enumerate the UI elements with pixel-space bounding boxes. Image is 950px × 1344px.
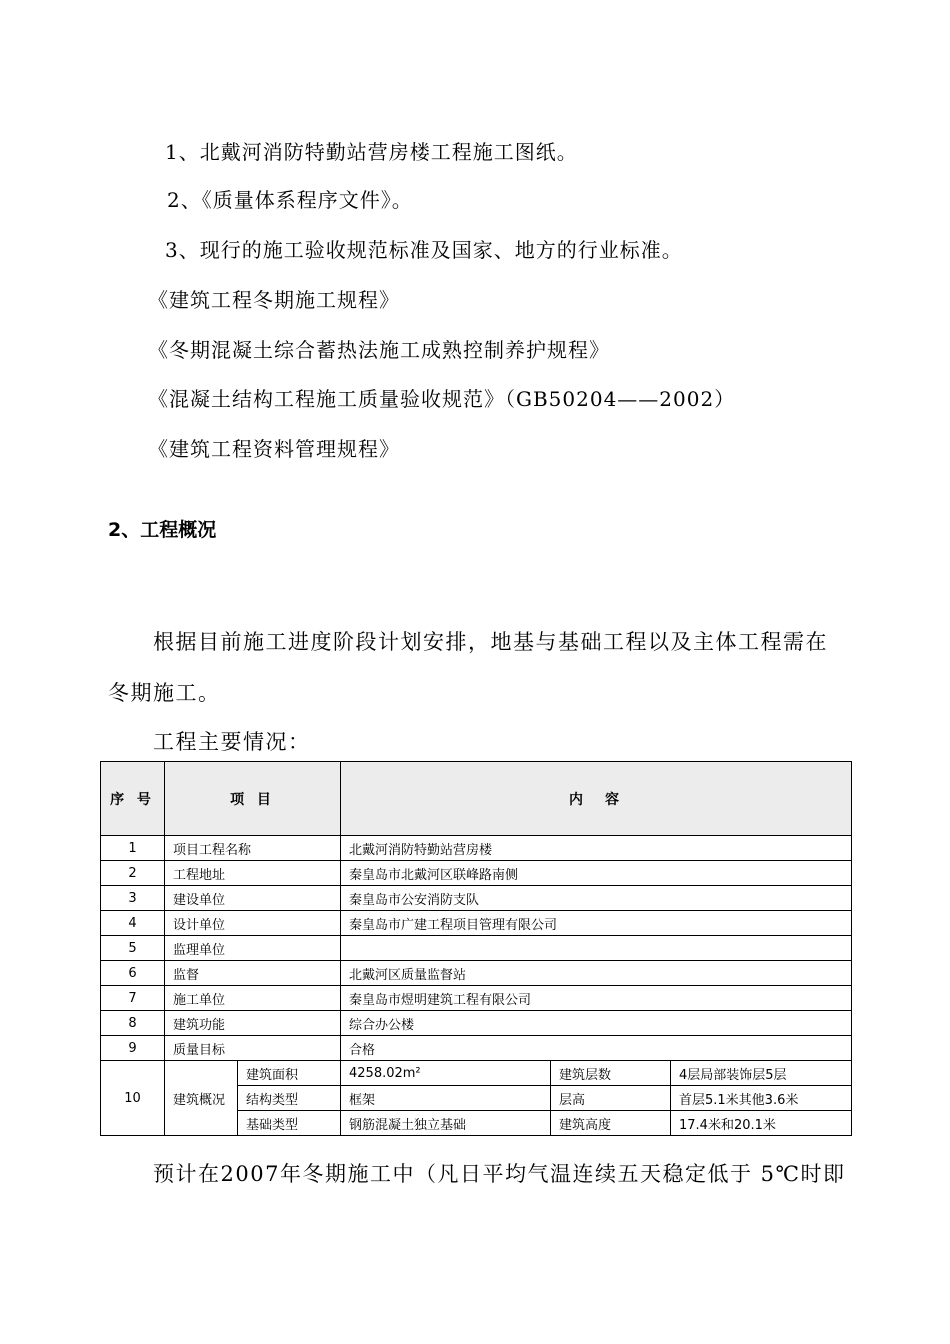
row-content: 秦皇岛市煜明建筑工程有限公司	[341, 986, 852, 1011]
row-item: 建筑功能	[165, 1011, 341, 1036]
row-item: 监督	[165, 961, 341, 986]
sub-key: 层高	[551, 1086, 671, 1111]
winter-construction-paragraph-line-1: 预计在2007年冬期施工中（凡日平均气温连续五天稳定低于 5℃时即	[153, 1162, 846, 1186]
header-no: 序 号	[101, 762, 165, 836]
row-no: 1	[101, 836, 165, 861]
row-content: 北戴河消防特勤站营房楼	[341, 836, 852, 861]
row-content: 合格	[341, 1036, 852, 1061]
sub-key: 建筑面积	[238, 1061, 341, 1086]
standard-2: 《冬期混凝土综合蓄热法施工成熟控制养护规程》	[148, 338, 610, 362]
row-no: 6	[101, 961, 165, 986]
row-no: 4	[101, 911, 165, 936]
basis-item-3: 3、现行的施工验收规范标准及国家、地方的行业标准。	[165, 238, 683, 262]
standard-1: 《建筑工程冬期施工规程》	[148, 288, 400, 312]
table-row	[101, 836, 852, 861]
sub-key: 结构类型	[238, 1086, 341, 1111]
sub-value: 17.4米和20.1米	[671, 1111, 852, 1136]
table-row	[101, 936, 852, 961]
table-row	[101, 1036, 852, 1061]
row-no: 8	[101, 1011, 165, 1036]
header-item: 项 目	[165, 762, 341, 836]
row-item: 建设单位	[165, 886, 341, 911]
basis-item-1: 1、北戴河消防特勤站营房楼工程施工图纸。	[165, 140, 578, 164]
header-content: 内 容	[341, 762, 852, 836]
sub-key: 建筑层数	[551, 1061, 671, 1086]
row-content: 秦皇岛市北戴河区联峰路南侧	[341, 861, 852, 886]
row-item: 设计单位	[165, 911, 341, 936]
sub-key: 基础类型	[238, 1111, 341, 1136]
row-no: 9	[101, 1036, 165, 1061]
row-item: 施工单位	[165, 986, 341, 1011]
row-item: 监理单位	[165, 936, 341, 961]
row-item: 项目工程名称	[165, 836, 341, 861]
table-row	[101, 1011, 852, 1036]
table-row	[101, 986, 852, 1011]
row-content: 北戴河区质量监督站	[341, 961, 852, 986]
row-item: 工程地址	[165, 861, 341, 886]
table-row	[101, 961, 852, 986]
row-no: 10	[101, 1061, 165, 1136]
table-row	[101, 911, 852, 936]
standard-4: 《建筑工程资料管理规程》	[148, 437, 400, 461]
table-row	[101, 861, 852, 886]
row-no: 5	[101, 936, 165, 961]
row-content	[341, 936, 852, 961]
project-info-table	[100, 761, 852, 1136]
sub-value: 4258.02m²	[341, 1061, 551, 1086]
table-row	[101, 886, 852, 911]
section-heading: 2、工程概况	[108, 519, 217, 541]
row-content: 秦皇岛市公安消防支队	[341, 886, 852, 911]
row-content: 秦皇岛市广建工程项目管理有限公司	[341, 911, 852, 936]
table-row-building-overview	[101, 1061, 852, 1086]
table-header-row	[101, 762, 852, 836]
row-no: 3	[101, 886, 165, 911]
row-item: 建筑概况	[165, 1061, 238, 1136]
sub-value: 4层局部装饰层5层	[671, 1061, 852, 1086]
overview-paragraph-line-1: 根据目前施工进度阶段计划安排，地基与基础工程以及主体工程需在	[153, 630, 828, 654]
sub-value: 框架	[341, 1086, 551, 1111]
sub-key: 建筑高度	[551, 1111, 671, 1136]
table-caption: 工程主要情况：	[153, 730, 311, 754]
row-content: 综合办公楼	[341, 1011, 852, 1036]
overview-paragraph-line-2: 冬期施工。	[108, 681, 221, 705]
row-no: 7	[101, 986, 165, 1011]
row-no: 2	[101, 861, 165, 886]
basis-item-2: 2、《质量体系程序文件》。	[167, 188, 413, 212]
row-item: 质量目标	[165, 1036, 341, 1061]
sub-value: 首层5.1米其他3.6米	[671, 1086, 852, 1111]
standard-3: 《混凝土结构工程施工质量验收规范》（GB50204——2002）	[148, 387, 736, 411]
sub-value: 钢筋混凝土独立基础	[341, 1111, 551, 1136]
